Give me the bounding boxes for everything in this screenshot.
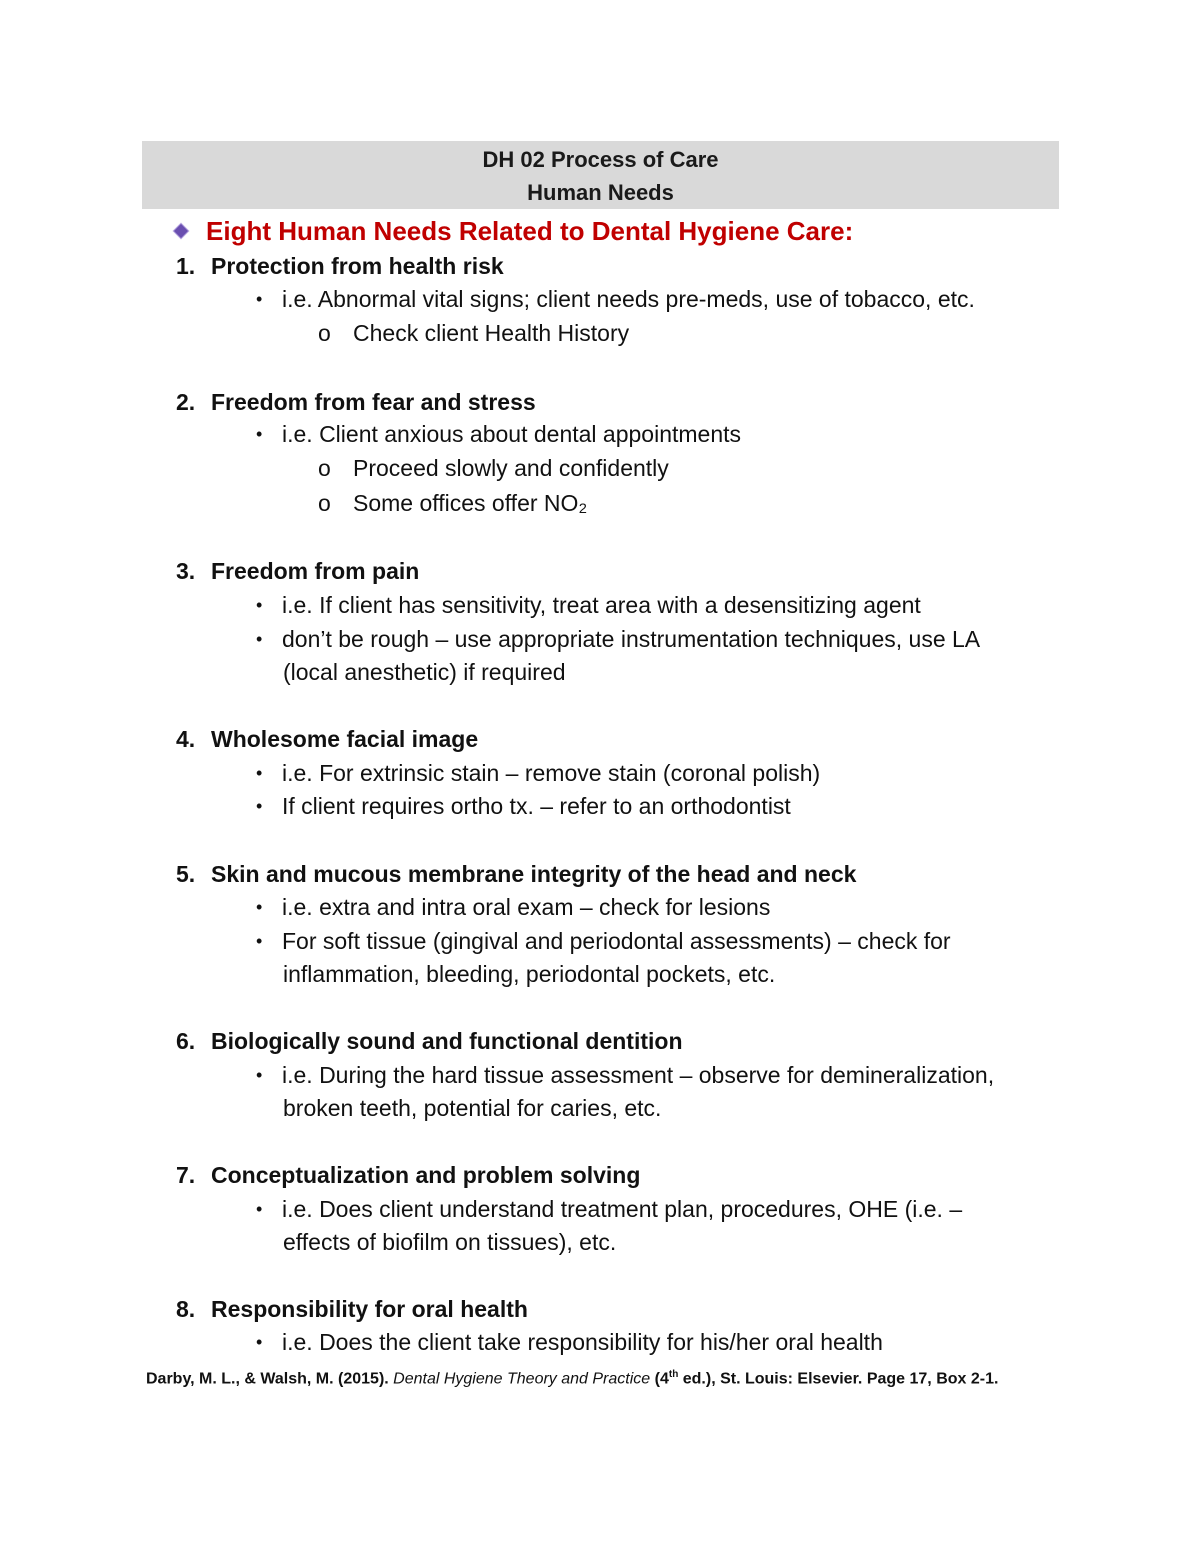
citation-edition: (4 [650,1370,669,1388]
section-heading-text: Eight Human Needs Related to Dental Hygiene Care: [206,216,854,246]
list-number: 8. [176,1296,196,1322]
list-item-need-3 [176,556,419,586]
bullet-icon: • [256,796,263,816]
bullet-item [256,1327,883,1357]
sub-bullet-item [318,453,669,483]
citation-authors: Darby, M. L., & Walsh, M. (2015). [146,1370,394,1388]
bullet-text: i.e. If client has sensitivity, treat area with a desensitizing agent [282,592,921,618]
bullet-icon: • [256,931,263,951]
list-number: 6. [176,1028,196,1054]
bullet-icon: • [256,1332,263,1352]
need-title: Conceptualization and problem solving [211,1162,641,1188]
list-number: 4. [176,726,196,752]
bullet-icon: • [256,629,263,649]
sub-bullet-text: Some offices offer NO₂ [353,490,588,516]
sub-bullet-text: Check client Health History [353,320,630,346]
citation-publisher: ed.), St. Louis: Elsevier. Page 17, Box 2-1. [678,1370,999,1388]
citation [146,1364,998,1390]
bullet-item [256,419,741,449]
bullet-text: don’t be rough – use appropriate instrumentation techniques, use LA [282,626,981,652]
bullet-text: i.e. Abnormal vital signs; client needs pre-meds, use of tobacco, etc. [282,286,975,312]
bullet-continuation: inflammation, bleeding, periodontal pockets, etc. [283,961,776,987]
list-number: 1. [176,253,196,279]
list-number: 7. [176,1162,196,1188]
bullet-icon: • [256,1065,263,1085]
circle-bullet-icon: o [318,490,331,516]
list-item-need-4 [176,724,478,754]
bullet-text: i.e. Client anxious about dental appointments [282,421,742,447]
need-title: Skin and mucous membrane integrity of the head and neck [211,861,857,887]
citation-edition-sup: th [668,1369,679,1380]
list-number: 3. [176,558,196,584]
bullet-item [256,791,791,821]
bullet-item [256,758,820,788]
bullet-continuation: broken teeth, potential for caries, etc. [283,1095,662,1121]
bullet-continuation: effects of biofilm on tissues), etc. [283,1229,617,1255]
need-title: Wholesome facial image [211,726,479,752]
need-title: Protection from health risk [211,253,504,279]
list-number: 5. [176,861,196,887]
section-heading [176,214,853,248]
need-title: Biologically sound and functional dentition [211,1028,683,1054]
need-title: Freedom from fear and stress [211,389,536,415]
citation-book-title: Dental Hygiene Theory and Practice [393,1370,651,1388]
title-banner [142,141,1059,209]
bullet-text: i.e. For extrinsic stain – remove stain (coronal polish) [282,760,821,786]
bullet-item [256,1060,994,1090]
sub-bullet-text: Proceed slowly and confidently [353,455,669,481]
list-item-need-2 [176,387,536,417]
bullet-text: i.e. During the hard tissue assessment – observe for demineralization, [282,1062,995,1088]
list-item-need-7 [176,1160,640,1190]
list-item-need-5 [176,859,856,889]
need-title: Responsibility for oral health [211,1296,528,1322]
circle-bullet-icon: o [318,455,331,481]
bullet-icon: • [256,424,263,444]
bullet-text: If client requires ortho tx. – refer to an orthodontist [282,793,791,819]
circle-bullet-icon: o [318,320,331,346]
bullet-icon: • [256,1199,263,1219]
sub-bullet-item [318,488,587,518]
bullet-item [256,926,951,956]
bullet-icon: • [256,897,263,917]
diamond-bullet-icon [174,224,188,238]
bullet-continuation: (local anesthetic) if required [283,659,566,685]
bullet-icon: • [256,289,263,309]
bullet-icon: • [256,595,263,615]
bullet-item [256,624,980,654]
bullet-text: For soft tissue (gingival and periodontal assessments) – check for [282,928,951,954]
bullet-item [256,1194,962,1224]
sub-bullet-item [318,318,629,348]
bullet-icon: • [256,763,263,783]
list-item-need-6 [176,1026,683,1056]
bullet-item [256,284,975,314]
need-title: Freedom from pain [211,558,420,584]
bullet-text: i.e. Does client understand treatment plan, procedures, OHE (i.e. – [282,1196,963,1222]
list-item-need-8 [176,1294,528,1324]
list-item-need-1 [176,251,504,281]
bullet-item [256,892,770,922]
bullet-text: i.e. Does the client take responsibility for his/her oral health [282,1329,883,1355]
bullet-text: i.e. extra and intra oral exam – check for lesions [282,894,771,920]
list-number: 2. [176,389,196,415]
document-title: DH 02 Process of Care [482,147,719,172]
document-subtitle: Human Needs [527,180,674,205]
bullet-item [256,590,921,620]
